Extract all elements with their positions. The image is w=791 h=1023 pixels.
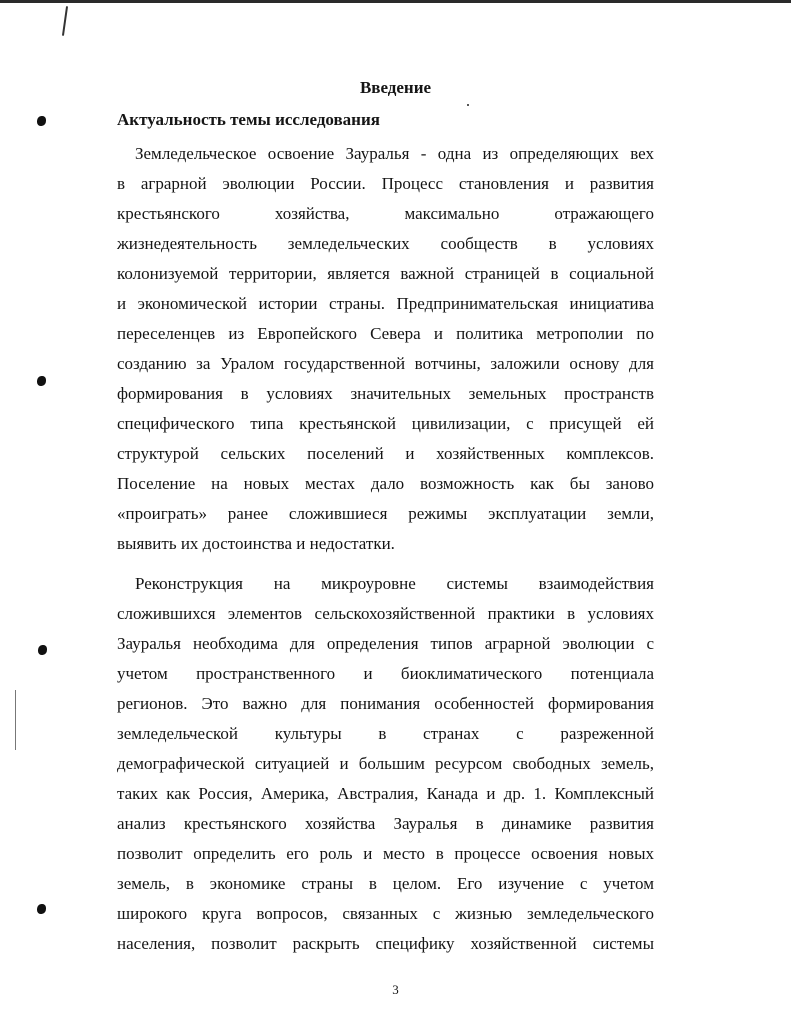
paragraph-1 bbox=[117, 139, 654, 559]
text-line: колонизуемой территории, является важной страницей в социальной bbox=[117, 264, 654, 283]
text-line: таких как Россия, Америка, Австралия, Канада и др. 1. Комплексный bbox=[117, 784, 654, 803]
page-number: 3 bbox=[392, 982, 399, 997]
text-line: «проиграть» ранее сложившиеся режимы эксплуатации земли, bbox=[117, 504, 654, 523]
margin-line bbox=[15, 690, 16, 750]
binder-hole-mark-1 bbox=[37, 116, 46, 126]
text-line: и экономической истории страны. Предпринимательская инициатива bbox=[117, 294, 654, 313]
text-line: крестьянского хозяйства, максимально отражающего bbox=[117, 204, 654, 223]
page-title: Введение bbox=[359, 78, 432, 97]
text-line: земель, в экономике страны в целом. Его изучение с учетом bbox=[117, 874, 654, 893]
text-line: жизнедеятельность земледельческих сообществ в условиях bbox=[117, 234, 654, 253]
text-line: созданию за Уралом государственной вотчины, заложили основу для bbox=[117, 354, 654, 373]
body-text bbox=[117, 139, 654, 959]
text-line: учетом пространственного и биоклиматического потенциала bbox=[117, 664, 654, 683]
text-line: Земледельческое освоение Зауралья - одна из определяющих вех bbox=[135, 144, 654, 163]
text-line: регионов. Это важно для понимания особенностей формирования bbox=[117, 694, 654, 713]
text-line: Зауралья необходима для определения типов аграрной эволюции с bbox=[117, 634, 654, 653]
section-heading: Актуальность темы исследования bbox=[117, 110, 380, 129]
text-line: Реконструкция на микроуровне системы взаимодействия bbox=[135, 574, 654, 593]
text-line: в аграрной эволюции России. Процесс становления и развития bbox=[117, 174, 654, 193]
text-line: демографической ситуацией и большим ресурсом свободных земель, bbox=[117, 754, 654, 773]
binder-hole-mark-4 bbox=[37, 904, 46, 914]
text-line: широкого круга вопросов, связанных с жизнью земледельческого bbox=[117, 904, 654, 923]
binder-hole-mark-2 bbox=[37, 376, 46, 386]
text-line: земледельческой культуры в странах с разреженной bbox=[117, 724, 654, 743]
text-line: анализ крестьянского хозяйства Зауралья в динамике развития bbox=[117, 814, 654, 833]
scan-speck bbox=[467, 104, 469, 106]
text-line: выявить их достоинства и недостатки. bbox=[117, 534, 395, 553]
text-line: формирования в условиях значительных земельных пространств bbox=[117, 384, 654, 403]
text-line: переселенцев из Европейского Севера и политика метрополии по bbox=[117, 324, 654, 343]
text-line: сложившихся элементов сельскохозяйственной практики в условиях bbox=[117, 604, 654, 623]
scan-top-border bbox=[0, 0, 791, 3]
pen-mark bbox=[62, 6, 68, 36]
text-line: специфического типа крестьянской цивилизации, с присущей ей bbox=[117, 414, 654, 433]
text-line: населения, позволит раскрыть специфику хозяйственной системы bbox=[117, 934, 654, 953]
text-line: структурой сельских поселений и хозяйственных комплексов. bbox=[117, 444, 654, 463]
paragraph-2 bbox=[117, 569, 654, 959]
text-line: позволит определить его роль и место в процессе освоения новых bbox=[117, 844, 654, 863]
binder-hole-mark-3 bbox=[38, 645, 47, 655]
text-line: Поселение на новых местах дало возможность как бы заново bbox=[117, 474, 654, 493]
